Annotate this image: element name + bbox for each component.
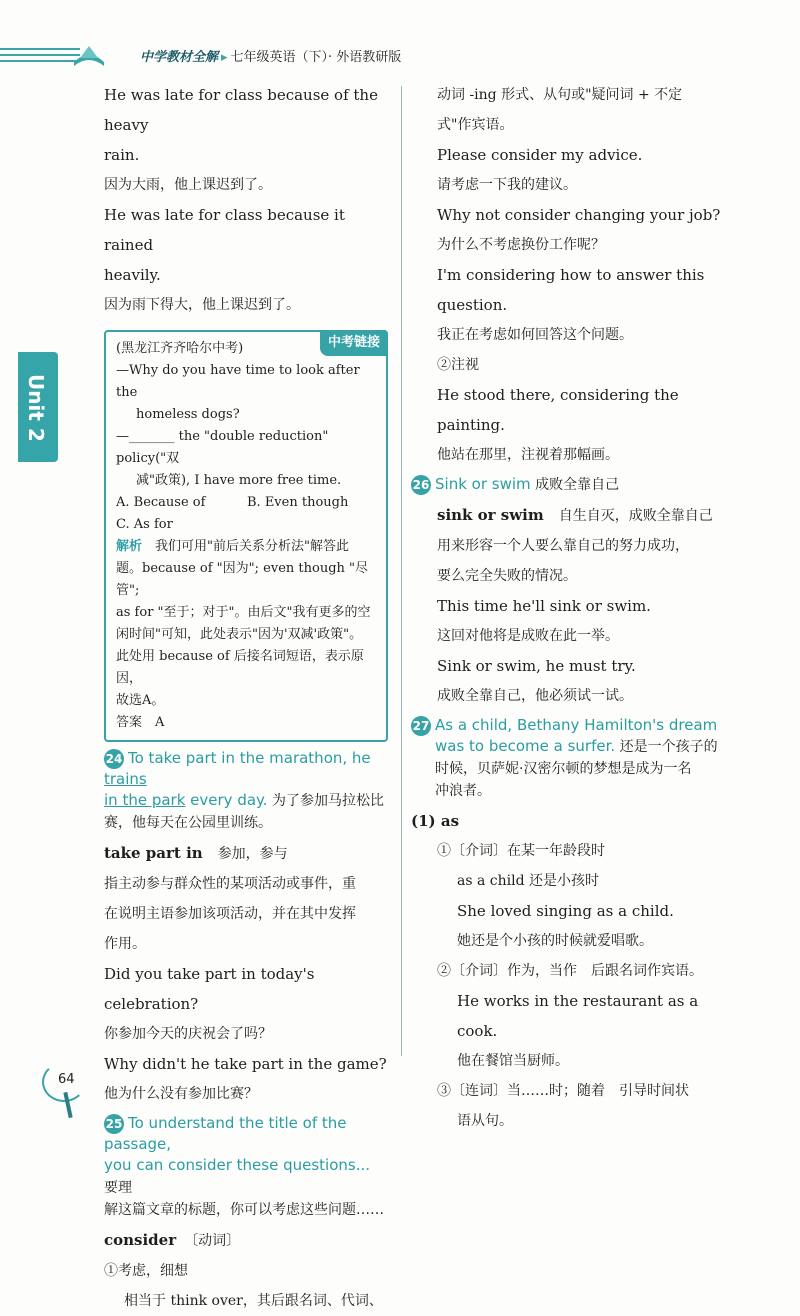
page-number: 64 [58,1072,75,1087]
exam-answer: 答案 A [116,715,165,730]
exam-link-tag: 中考链接 [320,330,388,356]
sense-heading: ①考虑，细想 [104,1263,188,1279]
exam-question: —Why do you have time to look after the [116,363,360,400]
example-zh: 他在餐馆当厨师。 [457,1053,569,1069]
item-number-badge: 24 [104,749,124,769]
word-heading: consider 〔动词〕 [104,1231,241,1249]
text-line: 语从句。 [457,1113,513,1129]
example-en: He works in the restaurant as a cook. [457,992,699,1040]
exam-source: (黑龙江齐齐哈尔中考) [116,341,244,356]
example-zh: 请考虑一下我的建议。 [437,177,577,193]
header-title: 中学教材全解 [140,50,219,65]
sense-heading: ①〔介词〕在某一年龄段时 [437,843,605,859]
exam-options [116,492,378,514]
option-a: A. Because of [116,495,206,510]
text-line: 指主动参与群众性的某项活动或事件，重 [104,876,356,892]
phrase-heading: take part in 参加，参与 [104,844,288,862]
sentence-26: 26 Sink or swim 成败全靠自己 [412,475,620,493]
page-header: 中学教材全解 ▸ 七年级英语（下）· 外语教研版 [0,40,800,80]
example-en: Please consider my advice. [437,146,643,164]
phrase-heading: sink or swim 自生自灭，成败全靠自己 [437,506,713,524]
text-line: 相当于 think over，其后跟名词、代词、 [124,1293,383,1309]
sentence-27: 27 As a child, Bethany Hamilton's dream was to become a surfer. 还是一个孩子的 时候，贝萨妮·汉密尔顿的梦想是成为一名 冲浪者。 [412,716,718,799]
analysis-line: as for "至于；对于"。由后文"我有更多的空 [116,605,371,620]
header-decoration [0,48,80,66]
example-zh: 他站在那里，注视着那幅画。 [437,447,619,463]
text-line: heavily. [104,266,161,284]
exam-question: 减"政策), I have more free time. [136,473,342,488]
example-zh: 为什么不考虑换份工作呢？ [437,237,605,253]
analysis-line: 此处用 because of 后接名词短语，表示原因， [116,649,364,686]
example-en: He stood there, considering the painting. [437,386,679,434]
example-zh: 这回对他将是成败在此一举。 [437,628,619,644]
example-zh: 她还是个小孩的时候就爱唱歌。 [457,933,653,949]
text-line: 因为大雨，他上课迟到了。 [104,177,272,193]
sense-heading: ②〔介词〕作为，当作 后跟名词作宾语。 [437,963,703,979]
exam-link-box [104,330,388,742]
right-column [411,80,727,1136]
example-zh: 成败全靠自己，他必须试一试。 [437,688,633,704]
example-en: question. [437,296,508,314]
option-c: C. As for [116,517,173,532]
header-subtitle: 七年级英语（下）· 外语教研版 [230,50,402,65]
text-line: 因为雨下得大，他上课迟到了。 [104,297,300,313]
example-en: She loved singing as a child. [457,902,674,920]
sentence-24: 24 To take part in the marathon, he trains in the park every day. 为了参加马拉松比 赛，他每天在公园里训练。 [104,749,384,831]
exam-question: —_______ the "double reduction" policy("双 [116,429,329,466]
example-en: Why didn't he take part in the game? [104,1055,387,1073]
example-zh: 他为什么没有参加比赛？ [104,1086,258,1102]
analysis-line: 闲时间"可知，此处表示"因为'双减'政策"。 [116,627,363,642]
item-number-badge: 27 [411,716,431,736]
item-number-badge: 25 [104,1114,124,1134]
book-logo-icon [72,42,106,70]
column-divider [401,86,402,1056]
item-number-badge: 26 [411,475,431,495]
sentence-25: 25 To understand the title of the passage, you can consider these questions... 要理 解这篇文章的标题，你可以考虑这些问题…… [104,1114,384,1218]
example-zh: 我正在考虑如何回答这个问题。 [437,327,633,343]
example-zh: 你参加今天的庆祝会了吗？ [104,1026,272,1042]
unit-tab: Unit 2 [18,352,58,462]
text-line: as a child 还是小孩时 [457,873,600,889]
text-line: 式"作宾语。 [437,117,514,133]
text-line: He was late for class because of the heavy [104,86,378,134]
example-en: This time he'll sink or swim. [437,597,651,615]
text-line: 作用。 [104,936,146,952]
text-line: 动词 -ing 形式、从句或"疑问词 + 不定 [437,87,683,103]
example-en: I'm considering how to answer this [437,266,705,284]
analysis-line: 故选A。 [116,693,165,708]
word-heading: (1) as [411,812,460,830]
sense-heading: ③〔连词〕当……时；随着 引导时间状 [437,1083,689,1099]
text-line: 在说明主语参加该项活动，并在其中发挥 [104,906,356,922]
exam-question: homeless dogs? [136,407,240,422]
analysis-line: 题。because of "因为"; even though "尽管"; [116,561,368,598]
left-column [104,80,388,1316]
text-line: 要么完全失败的情况。 [437,568,577,584]
text-line: He was late for class because it rained [104,206,345,254]
text-line: 用来形容一个人要么靠自己的努力成功， [437,538,689,554]
text-line: rain. [104,146,140,164]
exam-analysis: 解析 我们可用"前后关系分析法"解答此 [116,539,349,554]
option-b: B. Even though [247,495,349,510]
example-en: Did you take part in today's celebration? [104,965,315,1013]
sense-heading: ②注视 [437,357,479,373]
example-en: Sink or swim, he must try. [437,657,636,675]
example-en: Why not consider changing your job? [437,206,721,224]
